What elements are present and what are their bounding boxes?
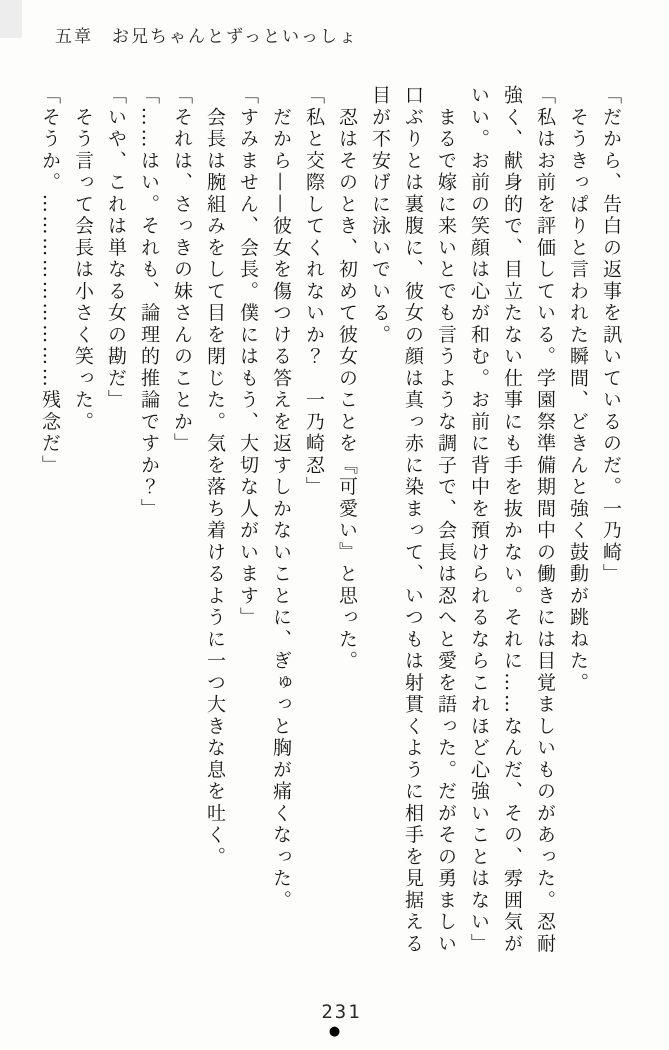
paragraph-dialogue: 「それは、さっきの妹さんのことか」 (171, 85, 193, 455)
paragraph-narration: 忍はそのとき、初めて彼女のことを『可愛い』と思った。 (336, 85, 358, 673)
paragraph-dialogue: 「私と交際してくれないか？ 一乃崎忍」 (303, 85, 325, 499)
paragraph-dialogue: 「いや、これは単なる女の勘だ」 (105, 85, 127, 412)
paragraph-dialogue: 「だから、告白の返事を訊いているのだ。一乃崎」 (600, 85, 622, 586)
page-footer (0, 1003, 669, 1038)
chapter-header: 五章 お兄ちゃんとずっといっしょ (55, 27, 358, 47)
page-number: 231 (321, 1001, 362, 1023)
body-text (33, 85, 627, 957)
footer-bullet-icon: ● (328, 1024, 341, 1039)
paragraph-dialogue: 「……はい。それも、論理的推論ですか？」 (138, 85, 160, 520)
scan-artifact (0, 0, 22, 38)
paragraph-narration: そうきっぱりと言われた瞬間、どきんと強く鼓動が跳ねた。 (567, 85, 589, 694)
paragraph-dialogue: 「私はお前を評価している。学園祭準備期間中の働きには目覚ましいものがあった。忍耐強く、献身的で、目立たない仕事にも手を抜かない。それに……なんだ、その、雰囲気がいい。お前の笑顔は心が和む。お前に背中を預けられるならこれほど心強いことはない」 (468, 85, 556, 955)
paragraph-narration: だから——彼女を傷つける答えを返すしかないことに、ぎゅっと胸が痛くなった。 (270, 85, 292, 912)
paragraph-dialogue: 「そうか。………………………残念だ」 (39, 85, 61, 477)
paragraph-narration: まるで嫁に来いとでも言うような調子で、会長は忍へと愛を語った。だがその勇ましい口ぶりとは裏腹に、彼女の顔は真っ赤に染まって、いつもは射貫くように相手を見据える目が不安げに泳いでいる。 (369, 85, 457, 955)
paragraph-narration: 会長は腕組みをして目を閉じた。気を落ち着けるように一つ大きな息を吐く。 (204, 85, 226, 868)
paragraph-dialogue: 「すみません、会長。僕にはもう、大切な人がいます」 (237, 85, 259, 629)
paragraph-narration: そう言って会長は小さく笑った。 (72, 85, 94, 433)
